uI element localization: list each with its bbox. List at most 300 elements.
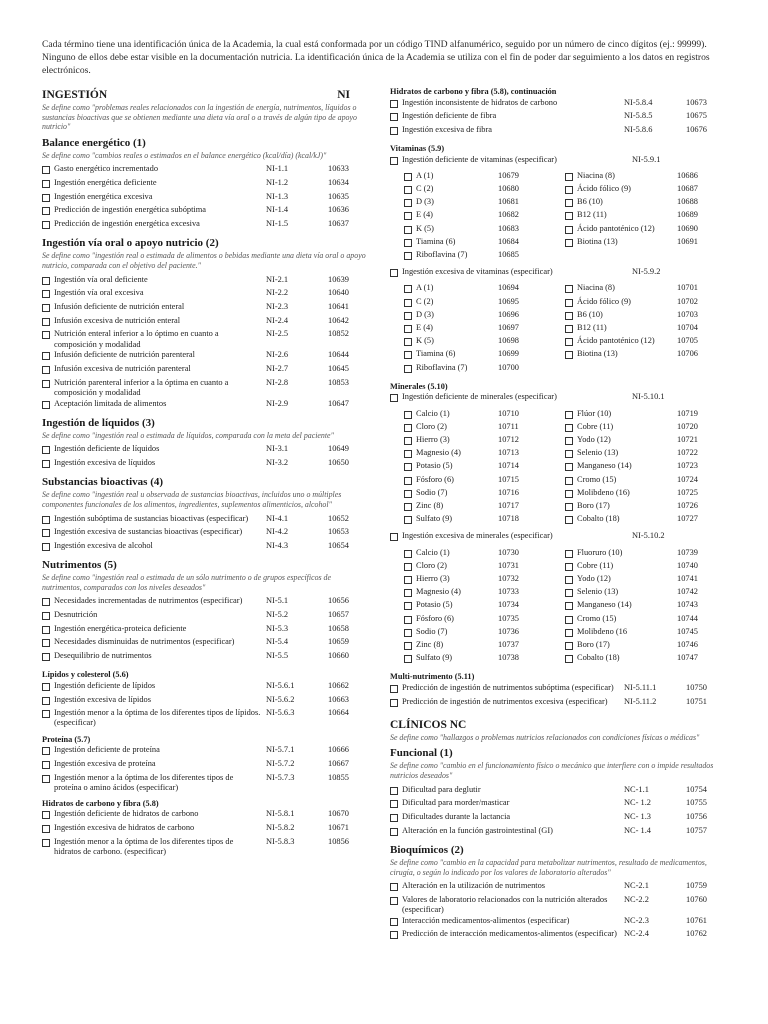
diagnosis-number: 10671 xyxy=(328,823,349,833)
checkbox-box[interactable] xyxy=(42,529,50,537)
checkbox-box[interactable] xyxy=(42,543,50,551)
checkbox[interactable] xyxy=(404,627,416,640)
checkbox-box[interactable] xyxy=(390,685,398,693)
checkbox[interactable] xyxy=(404,184,416,197)
checkbox-box[interactable] xyxy=(404,490,412,498)
checkbox-box[interactable] xyxy=(42,653,50,661)
checkbox-box[interactable] xyxy=(390,533,398,541)
nutrient-row xyxy=(565,627,726,640)
checkbox-box[interactable] xyxy=(42,290,50,298)
checkbox[interactable] xyxy=(404,250,416,263)
checkbox-box[interactable] xyxy=(42,446,50,454)
checkbox-box[interactable] xyxy=(404,226,412,234)
checkbox[interactable] xyxy=(565,514,577,527)
checkbox[interactable] xyxy=(42,695,54,708)
diagnosis-code: NI-5.10.2 xyxy=(632,531,665,541)
checkbox[interactable] xyxy=(390,125,402,138)
checkbox-box[interactable] xyxy=(42,683,50,691)
checkbox[interactable] xyxy=(42,178,54,191)
checkbox-box[interactable] xyxy=(390,100,398,108)
checkbox-box[interactable] xyxy=(390,931,398,939)
checkbox[interactable] xyxy=(42,364,54,377)
checkbox-box[interactable] xyxy=(42,194,50,202)
checkbox[interactable] xyxy=(42,759,54,772)
checkbox-box[interactable] xyxy=(404,437,412,445)
diagnosis-label: Ingestión excesiva de fibra xyxy=(402,124,492,134)
diagnosis-number: 10642 xyxy=(328,315,349,325)
multi-rows xyxy=(390,683,726,710)
checkbox[interactable] xyxy=(42,164,54,177)
checkbox[interactable] xyxy=(404,310,416,323)
checkbox[interactable] xyxy=(42,624,54,637)
checkbox[interactable] xyxy=(565,409,577,422)
checkbox-box[interactable] xyxy=(404,325,412,333)
nutrient-number: 10714 xyxy=(498,461,519,471)
checkbox-box[interactable] xyxy=(390,394,398,402)
checkbox[interactable] xyxy=(390,785,402,798)
nutrient-label: Selenio (13) xyxy=(577,587,619,597)
diagnosis-row xyxy=(42,514,368,527)
checkbox-box[interactable] xyxy=(42,207,50,215)
checkbox[interactable] xyxy=(42,596,54,609)
checkbox-box[interactable] xyxy=(390,814,398,822)
checkbox[interactable] xyxy=(42,378,54,391)
checkbox[interactable] xyxy=(404,363,416,376)
checkbox-box[interactable] xyxy=(565,642,573,650)
checkbox[interactable] xyxy=(42,458,54,471)
checkbox[interactable] xyxy=(42,637,54,650)
minerales-excess-grid xyxy=(404,548,726,667)
checkbox-box[interactable] xyxy=(404,642,412,650)
checkbox[interactable] xyxy=(42,527,54,540)
checkbox[interactable] xyxy=(404,514,416,527)
checkbox[interactable] xyxy=(565,653,577,666)
checkbox-box[interactable] xyxy=(42,166,50,174)
nutrient-row xyxy=(565,210,726,223)
checkbox-box[interactable] xyxy=(565,563,573,571)
checkbox-box[interactable] xyxy=(390,269,398,277)
checkbox[interactable] xyxy=(404,297,416,310)
checkbox[interactable] xyxy=(565,640,577,653)
checkbox[interactable] xyxy=(404,224,416,237)
grid-column-right xyxy=(565,409,726,528)
checkbox-box[interactable] xyxy=(565,312,573,320)
checkbox[interactable] xyxy=(404,614,416,627)
diagnosis-row xyxy=(42,773,368,793)
checkbox[interactable] xyxy=(404,336,416,349)
nutrient-row xyxy=(565,184,726,197)
checkbox[interactable] xyxy=(565,561,577,574)
checkbox[interactable] xyxy=(565,614,577,627)
ingestion-title: INGESTIÓN xyxy=(42,89,108,101)
checkbox[interactable] xyxy=(565,237,577,250)
nutrient-row xyxy=(404,514,565,527)
diagnosis-code: NI-5.9.1 xyxy=(632,154,661,164)
checkbox[interactable] xyxy=(404,461,416,474)
diagnosis-label: Infusión deficiente de nutrición parenteral xyxy=(54,350,195,360)
checkbox-box[interactable] xyxy=(404,199,412,207)
diagnosis-code: NI-2.6 xyxy=(266,350,289,360)
diagnosis-code: NI-4.1 xyxy=(266,513,289,523)
checkbox-box[interactable] xyxy=(404,629,412,637)
checkbox[interactable] xyxy=(404,448,416,461)
checkbox-box[interactable] xyxy=(42,697,50,705)
nutrient-row xyxy=(565,435,726,448)
checkbox-box[interactable] xyxy=(404,602,412,610)
checkbox-box[interactable] xyxy=(404,299,412,307)
checkbox-box[interactable] xyxy=(565,299,573,307)
checkbox-box[interactable] xyxy=(404,312,412,320)
nutrient-number: 10704 xyxy=(677,323,698,333)
checkbox[interactable] xyxy=(565,323,577,336)
checkbox[interactable] xyxy=(42,745,54,758)
nutrient-label: Calcio (1) xyxy=(416,408,450,418)
nutrient-row xyxy=(565,653,726,666)
checkbox[interactable] xyxy=(390,392,402,405)
checkbox-box[interactable] xyxy=(565,602,573,610)
checkbox[interactable] xyxy=(404,548,416,561)
checkbox[interactable] xyxy=(565,297,577,310)
diagnosis-row xyxy=(42,192,368,205)
checkbox[interactable] xyxy=(404,435,416,448)
checkbox[interactable] xyxy=(390,155,402,168)
checkbox-box[interactable] xyxy=(390,828,398,836)
checkbox[interactable] xyxy=(42,514,54,527)
checkbox-box[interactable] xyxy=(42,318,50,326)
checkbox[interactable] xyxy=(390,798,402,811)
nutrient-row xyxy=(565,224,726,237)
checkbox[interactable] xyxy=(390,531,402,544)
checkbox-box[interactable] xyxy=(565,463,573,471)
checkbox[interactable] xyxy=(565,627,577,640)
diagnosis-row xyxy=(42,745,368,758)
checkbox-box[interactable] xyxy=(565,338,573,346)
checkbox[interactable] xyxy=(565,283,577,296)
checkbox-box[interactable] xyxy=(565,589,573,597)
checkbox-box[interactable] xyxy=(42,516,50,524)
checkbox[interactable] xyxy=(42,275,54,288)
nutrient-number: 10732 xyxy=(498,574,519,583)
checkbox[interactable] xyxy=(42,350,54,363)
diagnosis-row xyxy=(42,681,368,694)
checkbox-box[interactable] xyxy=(42,761,50,769)
diagnosis-label: Ingestión inconsistente de hidratos de carbono xyxy=(402,97,558,107)
diagnosis-row xyxy=(42,302,368,315)
checkbox-box[interactable] xyxy=(404,338,412,346)
checkbox-box[interactable] xyxy=(565,212,573,220)
checkbox[interactable] xyxy=(565,224,577,237)
checkbox-box[interactable] xyxy=(42,460,50,468)
checkbox[interactable] xyxy=(404,587,416,600)
diagnosis-number: 10657 xyxy=(328,610,349,619)
checkbox-box[interactable] xyxy=(404,252,412,260)
nutrient-row xyxy=(565,297,726,310)
checkbox[interactable] xyxy=(42,681,54,694)
checkbox[interactable] xyxy=(404,475,416,488)
checkbox[interactable] xyxy=(565,475,577,488)
checkbox-box[interactable] xyxy=(565,424,573,432)
diagnosis-row xyxy=(42,651,368,664)
checkbox-box[interactable] xyxy=(404,411,412,419)
proteina-rows xyxy=(42,745,368,793)
checkbox[interactable] xyxy=(42,837,54,850)
diagnosis-row xyxy=(390,826,726,839)
checkbox[interactable] xyxy=(390,929,402,942)
checkbox-box[interactable] xyxy=(404,516,412,524)
nutrient-label: Magnesio (4) xyxy=(416,448,461,458)
checkbox[interactable] xyxy=(565,336,577,349)
checkbox-box[interactable] xyxy=(42,401,50,409)
diagnosis-label: Ingestión energética deficiente xyxy=(54,178,157,188)
checkbox-box[interactable] xyxy=(390,883,398,891)
checkbox[interactable] xyxy=(42,773,54,786)
nutrient-number: 10738 xyxy=(498,653,519,663)
checkbox[interactable] xyxy=(565,461,577,474)
checkbox[interactable] xyxy=(404,561,416,574)
diagnosis-number: 10664 xyxy=(328,708,349,718)
grid-column-left xyxy=(404,409,565,528)
checkbox[interactable] xyxy=(404,323,416,336)
section-title-bioquimicos: Bioquímicos (2) xyxy=(390,843,464,856)
checkbox-box[interactable] xyxy=(390,157,398,165)
checkbox[interactable] xyxy=(404,422,416,435)
checkbox[interactable] xyxy=(42,288,54,301)
nutrient-row xyxy=(404,614,565,627)
checkbox-box[interactable] xyxy=(390,800,398,808)
checkbox-box[interactable] xyxy=(565,576,573,584)
checkbox[interactable] xyxy=(42,192,54,205)
diagnosis-code: NI-5.1 xyxy=(266,596,289,606)
checkbox-box[interactable] xyxy=(42,366,50,374)
checkbox[interactable] xyxy=(390,683,402,696)
checkbox[interactable] xyxy=(42,329,54,342)
checkbox-box[interactable] xyxy=(42,352,50,360)
checkbox-box[interactable] xyxy=(404,285,412,293)
diagnosis-row xyxy=(42,527,368,540)
checkbox[interactable] xyxy=(565,488,577,501)
checkbox-box[interactable] xyxy=(390,699,398,707)
checkbox-box[interactable] xyxy=(404,173,412,181)
section-title-clinicos: CLÍNICOS NC xyxy=(390,718,467,731)
diagnosis-code: NI-2.3 xyxy=(266,301,289,311)
checkbox-box[interactable] xyxy=(42,839,50,847)
nutrient-row xyxy=(565,422,726,435)
nutrient-row xyxy=(565,409,726,422)
section-title-funcional: Funcional (1) xyxy=(390,747,453,760)
checkbox-box[interactable] xyxy=(565,411,573,419)
checkbox[interactable] xyxy=(404,600,416,613)
checkbox[interactable] xyxy=(565,548,577,561)
checkbox-box[interactable] xyxy=(404,450,412,458)
nutrient-number: 10730 xyxy=(498,547,519,557)
checkbox-box[interactable] xyxy=(565,490,573,498)
diagnosis-code: NI-5.8.2 xyxy=(266,823,295,833)
checkbox-box[interactable] xyxy=(42,304,50,312)
checkbox[interactable] xyxy=(390,916,402,929)
checkbox-box[interactable] xyxy=(565,285,573,293)
diagnosis-row xyxy=(42,458,368,471)
checkbox-box[interactable] xyxy=(565,173,573,181)
diagnosis-row xyxy=(42,637,368,650)
checkbox[interactable] xyxy=(42,541,54,554)
checkbox-box[interactable] xyxy=(404,503,412,511)
checkbox[interactable] xyxy=(565,349,577,362)
checkbox[interactable] xyxy=(42,823,54,836)
checkbox-box[interactable] xyxy=(42,331,50,339)
checkbox[interactable] xyxy=(565,171,577,184)
checkbox[interactable] xyxy=(404,640,416,653)
checkbox-box[interactable] xyxy=(42,825,50,833)
checkbox-box[interactable] xyxy=(404,365,412,373)
nutrient-label: Ácido pantoténico (12) xyxy=(577,336,655,346)
checkbox[interactable] xyxy=(404,171,416,184)
checkbox-box[interactable] xyxy=(404,655,412,663)
checkbox-box[interactable] xyxy=(404,550,412,558)
checkbox[interactable] xyxy=(390,826,402,839)
checkbox-box[interactable] xyxy=(42,380,50,388)
checkbox-box[interactable] xyxy=(390,897,398,905)
checkbox[interactable] xyxy=(390,98,402,111)
checkbox[interactable] xyxy=(565,422,577,435)
checkbox-box[interactable] xyxy=(565,616,573,624)
nutrimentos-rows xyxy=(42,596,368,664)
checkbox[interactable] xyxy=(390,111,402,124)
checkbox-box[interactable] xyxy=(404,477,412,485)
checkbox-box[interactable] xyxy=(565,325,573,333)
diagnosis-number: 10754 xyxy=(686,784,707,794)
diagnosis-number: 10660 xyxy=(328,651,349,661)
diagnosis-code: NI-2.4 xyxy=(266,315,289,325)
checkbox[interactable] xyxy=(404,197,416,210)
checkbox[interactable] xyxy=(565,197,577,210)
checkbox[interactable] xyxy=(390,267,402,280)
checkbox-box[interactable] xyxy=(404,186,412,194)
checkbox-box[interactable] xyxy=(42,811,50,819)
checkbox[interactable] xyxy=(565,448,577,461)
checkbox[interactable] xyxy=(565,600,577,613)
checkbox-box[interactable] xyxy=(565,450,573,458)
nutrient-number: 10745 xyxy=(677,626,698,636)
checkbox[interactable] xyxy=(565,210,577,223)
checkbox[interactable] xyxy=(42,219,54,232)
checkbox-box[interactable] xyxy=(404,463,412,471)
checkbox[interactable] xyxy=(390,895,402,908)
checkbox-box[interactable] xyxy=(404,563,412,571)
checkbox-box[interactable] xyxy=(565,516,573,524)
checkbox[interactable] xyxy=(42,399,54,412)
checkbox-box[interactable] xyxy=(390,918,398,926)
checkbox-box[interactable] xyxy=(565,199,573,207)
checkbox-box[interactable] xyxy=(42,775,50,783)
checkbox[interactable] xyxy=(42,444,54,457)
checkbox-box[interactable] xyxy=(404,424,412,432)
nutrient-row xyxy=(404,297,565,310)
checkbox[interactable] xyxy=(390,881,402,894)
checkbox[interactable] xyxy=(404,501,416,514)
checkbox-box[interactable] xyxy=(42,710,50,718)
diagnosis-code: NI-1.4 xyxy=(266,205,289,215)
checkbox-box[interactable] xyxy=(390,113,398,121)
checkbox[interactable] xyxy=(390,812,402,825)
checkbox[interactable] xyxy=(42,651,54,664)
diagnosis-row xyxy=(390,392,726,405)
checkbox[interactable] xyxy=(404,210,416,223)
checkbox-box[interactable] xyxy=(404,616,412,624)
checkbox[interactable] xyxy=(42,302,54,315)
checkbox[interactable] xyxy=(42,316,54,329)
ingestion-definition: Se define como "problemas reales relacionados con la ingestión de energía, nutrimentos, líquidos o sustancias bioactivas que se obtienen mediante una dieta vía oral o a través de algún tipo de apoyo nutricio" xyxy=(42,103,357,132)
checkbox[interactable] xyxy=(565,435,577,448)
checkbox-box[interactable] xyxy=(42,598,50,606)
checkbox-box[interactable] xyxy=(565,477,573,485)
checkbox[interactable] xyxy=(404,488,416,501)
checkbox-box[interactable] xyxy=(565,239,573,247)
checkbox-box[interactable] xyxy=(42,612,50,620)
checkbox-box[interactable] xyxy=(565,550,573,558)
checkbox-box[interactable] xyxy=(404,576,412,584)
bioactivas-definition: Se define como "ingestión real u observada de sustancias bioactivas, incluidos uno o múltiples componentes funcionales de los alimentos, ingredientes, suplementos alimenticios, alcohol" xyxy=(42,490,342,509)
checkbox[interactable] xyxy=(404,574,416,587)
checkbox[interactable] xyxy=(565,574,577,587)
nutrient-row xyxy=(404,653,565,666)
nutrient-number: 10731 xyxy=(498,560,519,570)
diagnosis-row xyxy=(390,125,726,138)
diagnosis-row xyxy=(390,785,726,798)
checkbox[interactable] xyxy=(404,653,416,666)
checkbox[interactable] xyxy=(42,708,54,721)
checkbox[interactable] xyxy=(565,501,577,514)
nutrient-row xyxy=(565,561,726,574)
diagnosis-label: Ingestión excesiva de sustancias bioactivas (especificar) xyxy=(54,527,243,537)
checkbox-box[interactable] xyxy=(390,127,398,135)
checkbox-box[interactable] xyxy=(565,351,573,359)
checkbox-box[interactable] xyxy=(42,277,50,285)
checkbox[interactable] xyxy=(404,283,416,296)
checkbox[interactable] xyxy=(42,809,54,822)
checkbox[interactable] xyxy=(404,349,416,362)
section-title-oral: Ingestión vía oral o apoyo nutricio (2) xyxy=(42,237,219,250)
checkbox-box[interactable] xyxy=(565,437,573,445)
nutrient-number: 10696 xyxy=(498,309,519,319)
checkbox-box[interactable] xyxy=(42,180,50,188)
nutrient-label: Cobre (11) xyxy=(577,560,614,570)
checkbox[interactable] xyxy=(390,697,402,710)
checkbox-box[interactable] xyxy=(404,239,412,247)
checkbox-box[interactable] xyxy=(42,747,50,755)
checkbox-box[interactable] xyxy=(404,589,412,597)
checkbox-box[interactable] xyxy=(565,503,573,511)
nutrient-label: Sulfato (9) xyxy=(416,653,453,663)
checkbox-box[interactable] xyxy=(565,226,573,234)
checkbox-box[interactable] xyxy=(565,629,573,637)
checkbox-box[interactable] xyxy=(42,221,50,229)
checkbox-box[interactable] xyxy=(390,787,398,795)
checkbox-box[interactable] xyxy=(404,351,412,359)
checkbox[interactable] xyxy=(404,409,416,422)
checkbox[interactable] xyxy=(565,184,577,197)
checkbox[interactable] xyxy=(42,610,54,623)
checkbox-box[interactable] xyxy=(404,212,412,220)
checkbox-box[interactable] xyxy=(565,186,573,194)
checkbox[interactable] xyxy=(565,587,577,600)
checkbox-box[interactable] xyxy=(42,639,50,647)
checkbox-box[interactable] xyxy=(42,626,50,634)
nutrient-label: Cromo (15) xyxy=(577,474,617,484)
checkbox[interactable] xyxy=(42,205,54,218)
checkbox[interactable] xyxy=(404,237,416,250)
checkbox-box[interactable] xyxy=(565,655,573,663)
checkbox[interactable] xyxy=(565,310,577,323)
